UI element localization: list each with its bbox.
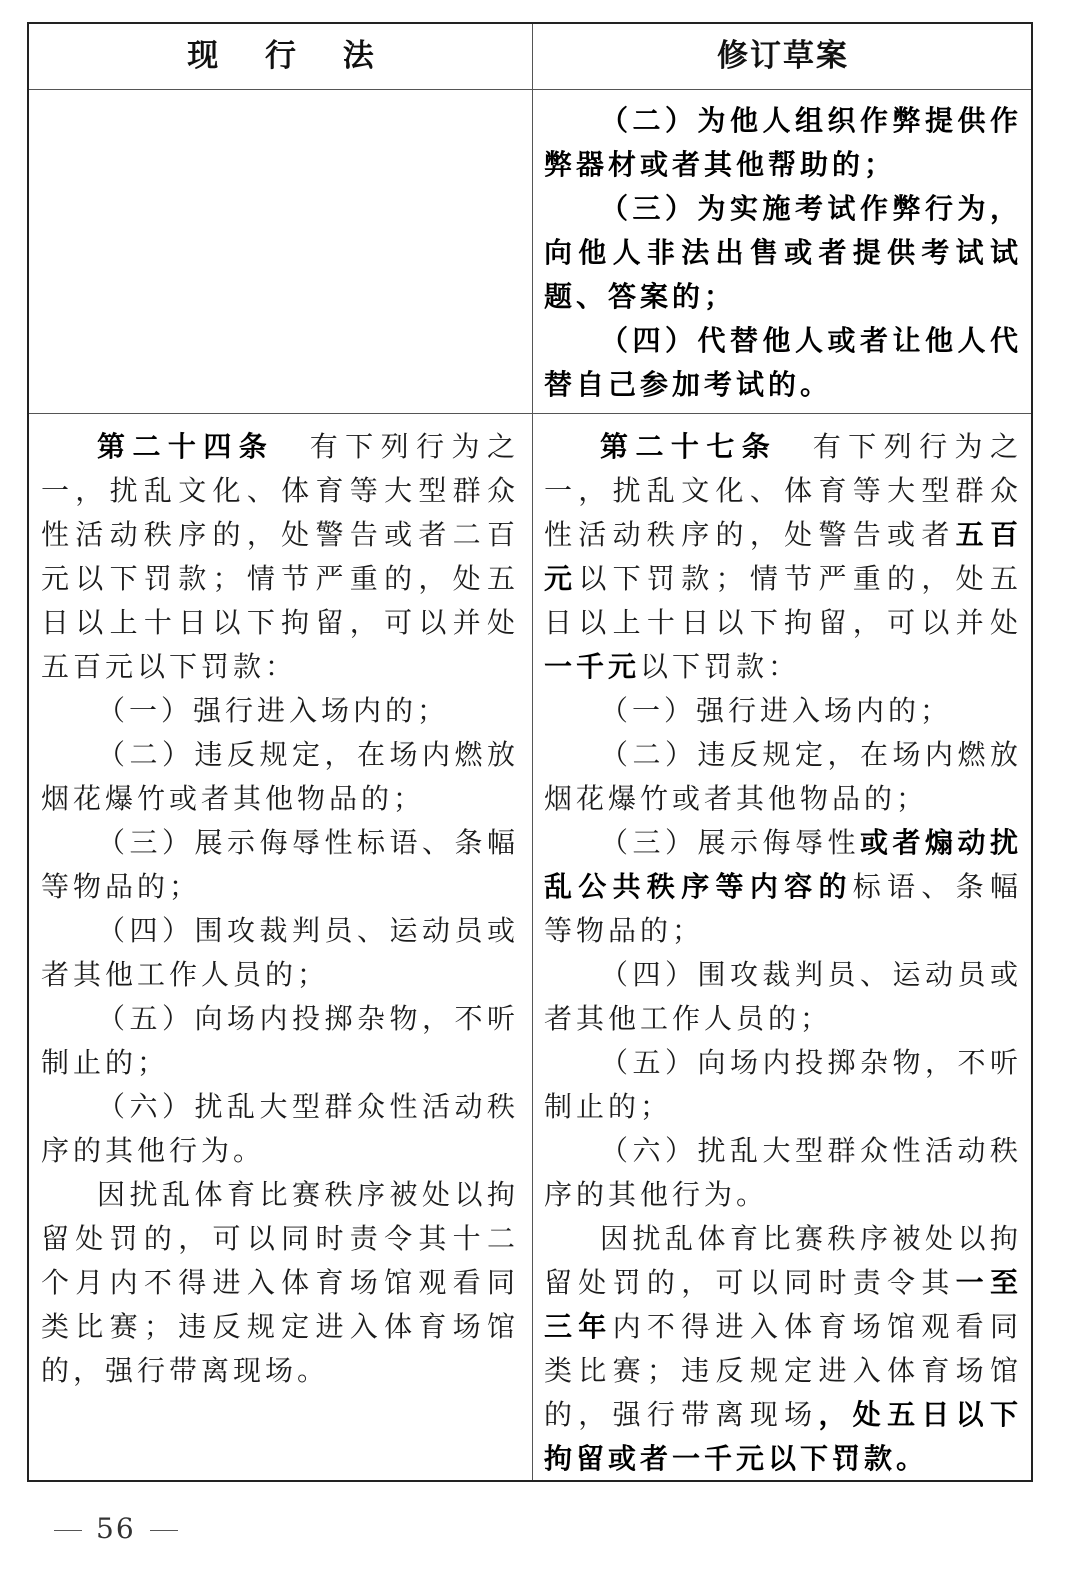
current-item-3: （三）展示侮辱性标语、条幅等物品的； <box>41 826 519 903</box>
draft-item-3-amendment: 或者煽动扰乱公共秩序等内容的 <box>544 826 1022 903</box>
draft-article-paragraph: 第二十七条 有下列行为之一，扰乱文化、体育等大型群众性活动秩序的，处警告或者五百元以下罚款；情节严重的，处五日以上十日以下拘留，可以并处一千元以下罚款： <box>544 430 1022 683</box>
draft-article-number: 第二十七条 <box>600 430 778 463</box>
draft-fine-amount-1: 五百元 <box>544 518 1022 595</box>
draft-ban-period: 一至三年 <box>544 1266 1022 1343</box>
header-divider <box>29 89 1031 90</box>
footer-dash-right <box>150 1530 178 1531</box>
current-item-5: （五）向场内投掷杂物，不听制止的； <box>41 1002 519 1079</box>
header-revised-draft: 修订草案 <box>717 38 849 74</box>
draft-item-2: （二）违反规定，在场内燃放烟花爆竹或者其他物品的； <box>544 738 1022 815</box>
draft-closing-amendment: ，处五日以下拘留或者一千元以下罚款。 <box>544 1398 1022 1475</box>
draft-item-2-prev: （二）为他人组织作弊提供作弊器材或者其他帮助的； <box>544 104 1022 181</box>
comparison-table <box>27 22 1033 1482</box>
current-item-6: （六）扰乱大型群众性活动秩序的其他行为。 <box>41 1090 519 1167</box>
row2-draft-cell <box>544 425 1022 1481</box>
row-divider <box>29 413 1031 414</box>
current-item-2: （二）违反规定，在场内燃放烟花爆竹或者其他物品的； <box>41 738 519 815</box>
column-divider <box>532 24 533 1480</box>
row1-draft-cell <box>544 99 1022 407</box>
page-footer <box>40 1512 192 1545</box>
header-current-law: 现 行 法 <box>187 38 392 74</box>
current-article-intro: 有下列行为之一，扰乱文化、体育等大型群众性活动秩序的，处警告或者二百元以下罚款；情节严重的，处五日以上十日以下拘留，可以并处五百元以下罚款： <box>41 430 519 683</box>
row2-current-cell <box>41 425 519 1393</box>
current-item-1: （一）强行进入场内的； <box>97 694 450 727</box>
draft-fine-amount-2: 一千元 <box>544 650 641 683</box>
draft-item-3: （三）展示侮辱性或者煽动扰乱公共秩序等内容的标语、条幅等物品的； <box>544 826 1022 947</box>
current-article-paragraph <box>41 425 519 689</box>
draft-item-5: （五）向场内投掷杂物，不听制止的； <box>544 1046 1022 1123</box>
current-closing-paragraph: 因扰乱体育比赛秩序被处以拘留处罚的，可以同时责令其十二个月内不得进入体育场馆观看同类比赛；违反规定进入体育场馆的，强行带离现场。 <box>41 1178 519 1387</box>
draft-item-6: （六）扰乱大型群众性活动秩序的其他行为。 <box>544 1134 1022 1211</box>
draft-item-1: （一）强行进入场内的； <box>600 694 953 727</box>
draft-closing-paragraph: 因扰乱体育比赛秩序被处以拘留处罚的，可以同时责令其一至三年内不得进入体育场馆观看同类比赛；违反规定进入体育场馆的，强行带离现场，处五日以下拘留或者一千元以下罚款。 <box>544 1222 1022 1475</box>
footer-dash-left <box>54 1530 82 1531</box>
draft-item-4: （四）围攻裁判员、运动员或者其他工作人员的； <box>544 958 1022 1035</box>
page-number: 56 <box>96 1512 136 1545</box>
draft-item-4-prev: （四）代替他人或者让他人代替自己参加考试的。 <box>544 324 1022 401</box>
current-item-4: （四）围攻裁判员、运动员或者其他工作人员的； <box>41 914 519 991</box>
draft-item-3-prev: （三）为实施考试作弊行为，向他人非法出售或者提供考试试题、答案的； <box>544 192 1022 313</box>
current-article-number: 第二十四条 <box>97 430 275 463</box>
